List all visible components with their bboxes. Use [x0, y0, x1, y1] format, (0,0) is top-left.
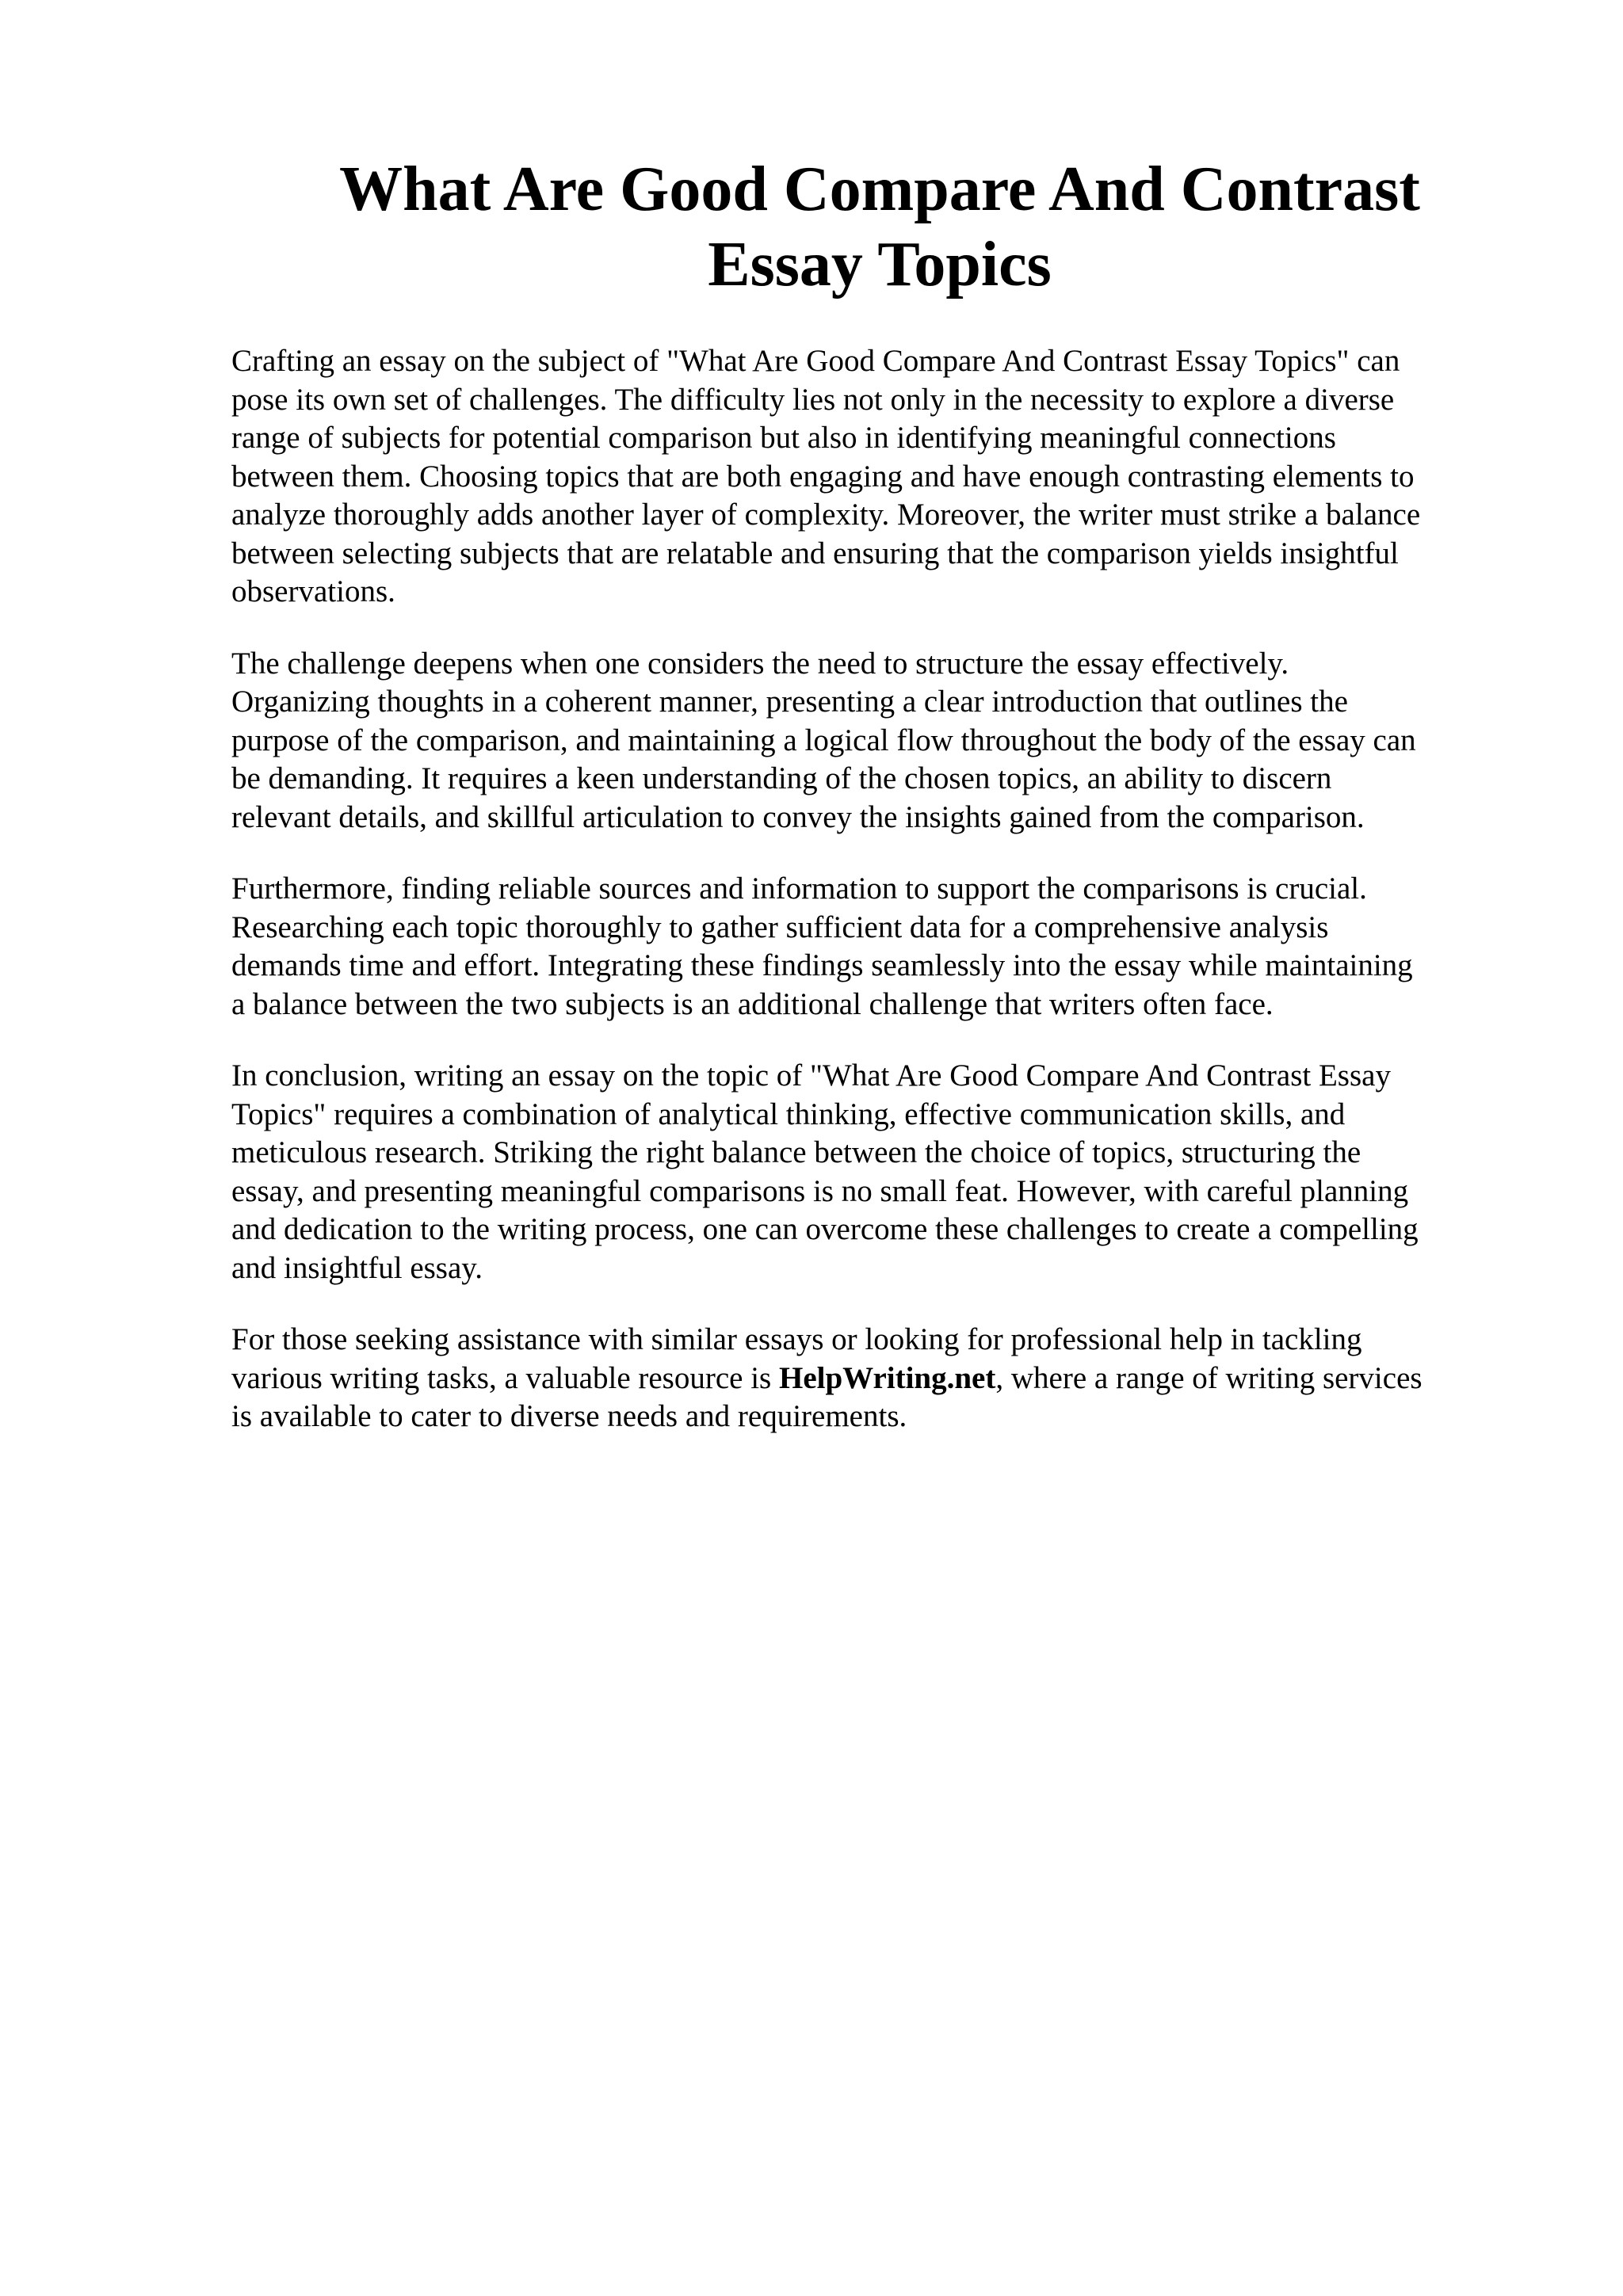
text-line: analyze thoroughly adds another layer of complexity. Moreover, the writer must strike a balance — [231, 498, 1421, 532]
helpwriting-link[interactable]: HelpWriting.net — [778, 1360, 996, 1395]
text-line: be demanding. It requires a keen understanding of the chosen topics, an ability to discern — [231, 761, 1332, 795]
paragraph-intro — [231, 342, 1515, 612]
text-line: between them. Choosing topics that are both engaging and have enough contrasting elements to — [231, 459, 1415, 494]
text-line: Organizing thoughts in a coherent manner, presenting a clear introduction that outlines the — [231, 685, 1348, 719]
text-line: Topics" requires a combination of analytical thinking, effective communication skills, and — [231, 1097, 1346, 1131]
text-line: demands time and effort. Integrating these findings seamlessly into the essay while maintaining — [231, 948, 1413, 982]
text-line: range of subjects for potential comparison but also in identifying meaningful connections — [231, 421, 1336, 455]
text-line: observations. — [231, 574, 395, 608]
title-line: Essay Topics — [708, 230, 1052, 299]
text-line: In conclusion, writing an essay on the topic of "What Are Good Compare And Contrast Essay — [231, 1058, 1391, 1093]
text-line: relevant details, and skillful articulation to convey the insights gained from the comparison. — [231, 799, 1365, 834]
paragraph-structure — [231, 645, 1515, 837]
text-line: is available to cater to diverse needs and requirements. — [231, 1399, 907, 1433]
text-line: Furthermore, finding reliable sources and information to support the comparisons is crucial. — [231, 871, 1367, 906]
text-fragment: , where a range of writing services — [995, 1360, 1423, 1395]
text-fragment: various writing tasks, a valuable resource is — [231, 1360, 779, 1395]
text-line — [231, 1360, 1515, 1398]
text-line: between selecting subjects that are relatable and ensuring that the comparison yields insightful — [231, 536, 1399, 570]
text-line: meticulous research. Striking the right balance between the choice of topics, structuring the — [231, 1135, 1361, 1169]
page-title — [230, 152, 1529, 303]
paragraph-closing — [231, 1321, 1515, 1436]
text-line: purpose of the comparison, and maintaining a logical flow throughout the body of the essay can — [231, 723, 1416, 757]
text-line: and dedication to the writing process, one can overcome these challenges to create a compelling — [231, 1212, 1419, 1246]
document-body — [231, 342, 1515, 1470]
paragraph-conclusion — [231, 1057, 1515, 1287]
text-line: For those seeking assistance with similar essays or looking for professional help in tackling — [231, 1322, 1362, 1356]
title-line: What Are Good Compare And Contrast — [339, 154, 1420, 224]
text-line: Researching each topic thoroughly to gather sufficient data for a comprehensive analysis — [231, 910, 1329, 944]
text-line: pose its own set of challenges. The difficulty lies not only in the necessity to explore a diverse — [231, 382, 1395, 417]
text-line: The challenge deepens when one considers the need to structure the essay effectively. — [231, 646, 1289, 681]
paragraph-research — [231, 870, 1515, 1024]
text-line: Crafting an essay on the subject of "What Are Good Compare And Contrast Essay Topics" can — [231, 344, 1400, 378]
text-line: a balance between the two subjects is an additional challenge that writers often face. — [231, 986, 1274, 1021]
text-line: and insightful essay. — [231, 1250, 483, 1285]
text-line: essay, and presenting meaningful comparisons is no small feat. However, with careful planning — [231, 1173, 1409, 1208]
